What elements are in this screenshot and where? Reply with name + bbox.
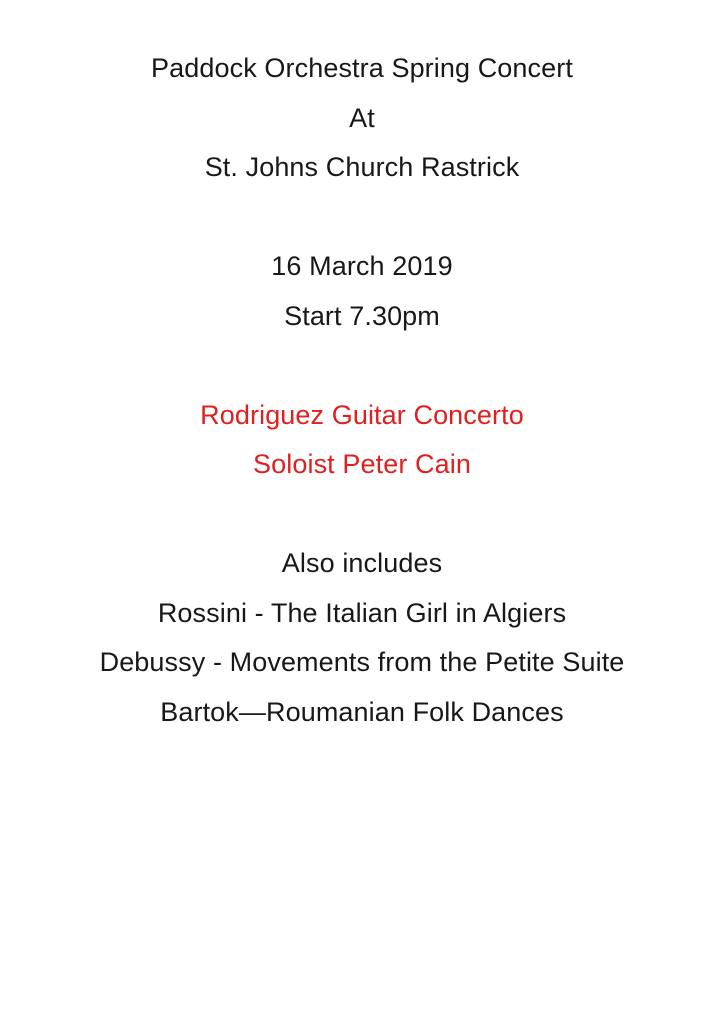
featured-soloist: Soloist Peter Cain bbox=[253, 449, 471, 479]
concert-title: Paddock Orchestra Spring Concert bbox=[151, 53, 573, 83]
header-section bbox=[0, 44, 724, 193]
concert-date: 16 March 2019 bbox=[271, 251, 453, 281]
programme-item-bartok: Bartok—Roumanian Folk Dances bbox=[160, 696, 564, 727]
programme-heading: Also includes bbox=[281, 548, 443, 578]
featured-concerto: Rodriguez Guitar Concerto bbox=[200, 399, 524, 430]
venue-name: St. Johns Church Rastrick bbox=[204, 152, 520, 182]
programme-item-debussy: Debussy - Movements from the Petite Suite bbox=[99, 647, 625, 677]
featured-section bbox=[0, 391, 724, 490]
programme-item-rossini: Rossini - The Italian Girl in Algiers bbox=[157, 597, 567, 628]
schedule-section bbox=[0, 242, 724, 341]
programme-section bbox=[0, 539, 724, 737]
start-time: Start 7.30pm bbox=[284, 300, 440, 331]
at-label: At bbox=[349, 102, 375, 133]
